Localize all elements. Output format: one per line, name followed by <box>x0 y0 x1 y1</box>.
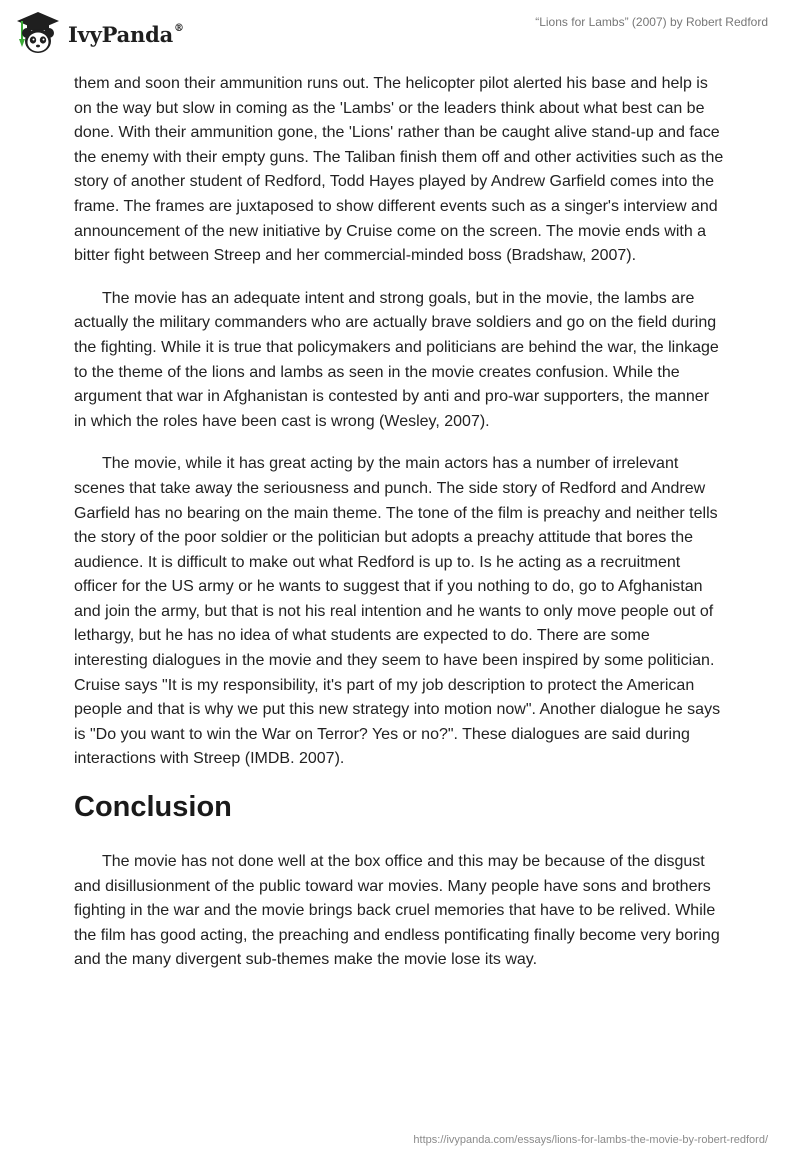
conclusion-heading: Conclusion <box>74 791 232 824</box>
brand-name-text: IvyPanda <box>68 21 174 47</box>
document-title: “Lions for Lambs” (2007) by Robert Redford <box>535 15 768 29</box>
registered-mark: ® <box>174 22 184 34</box>
page-header <box>0 0 800 70</box>
paragraph-3: The movie, while it has great acting by the main actors has a number of irrelevant scenes that take away the seriousness and punch. The side story of Redford and Andrew Garfield has no bearing on the main theme. The tone of the film is preachy and neither tells the story of the poor soldier or the politician but adopts a preachy attitude that bores the audience. It is difficult to make out what Redford is up to. Is he acting as a recruitment officer for the US army or he wants to suggest that if you nothing to do, go to Afghanistan and join the army, but that is not his real intention and he wants to only move people out of lethargy, but he has no idea of what students are expected to do. There are some interesting dialogues in the movie and they seem to have been inspired by some politician. Cruise says "It is my responsibility, it's part of my job description to protect the American people and that is why we put this new strategy into motion now". Another dialogue he says is "Do you want to win the War on Terror? Yes or no?". These dialogues are said during interactions with Streep (IMDB. 2007). <box>74 455 721 768</box>
brand-logo[interactable] <box>14 8 184 58</box>
source-url[interactable]: https://ivypanda.com/essays/lions-for-lambs-the-movie-by-robert-redford/ <box>413 1134 768 1146</box>
paragraph-1: them and soon their ammunition runs out. The helicopter pilot alerted his base and help is on the way but slow in coming as the 'Lambs' or the leaders think about what best can be done. With their ammunition gone, the 'Lions' rather than be caught alive stand-up and face the enemy with their empty guns. The Taliban finish them off and other activities such as the story of another student of Redford, Todd Hayes played by Andrew Garfield comes into the frame. The frames are juxtaposed to show different events such as a singer's interview and announcement of the new initiative by Cruise come on the screen. The movie ends with a bitter fight between Streep and her commercial-minded boss (Bradshaw, 2007). <box>74 75 724 265</box>
brand-name <box>68 22 184 47</box>
essay-body <box>74 72 724 991</box>
panda-graduate-logo-icon <box>14 9 62 57</box>
paragraph-conclusion: The movie has not done well at the box office and this may be because of the disgust and disillusionment of the public toward war movies. Many people have sons and brothers fighting in the war and the movie brings back cruel memories that have to be relived. While the film has good acting, the preaching and endless pontificating finally become very boring and the many divergent sub-themes make the movie lose its way. <box>74 853 720 969</box>
paragraph-2: The movie has an adequate intent and strong goals, but in the movie, the lambs are actually the military commanders who are actually brave soldiers and go on the field during the fighting. While it is true that policymakers and politicians are behind the war, the linkage to the theme of the lions and lambs as seen in the movie creates confusion. While the argument that war in Afghanistan is contested by anti and pro-war supporters, the manner in which the roles have been cast is wrong (Wesley, 2007). <box>74 289 719 430</box>
